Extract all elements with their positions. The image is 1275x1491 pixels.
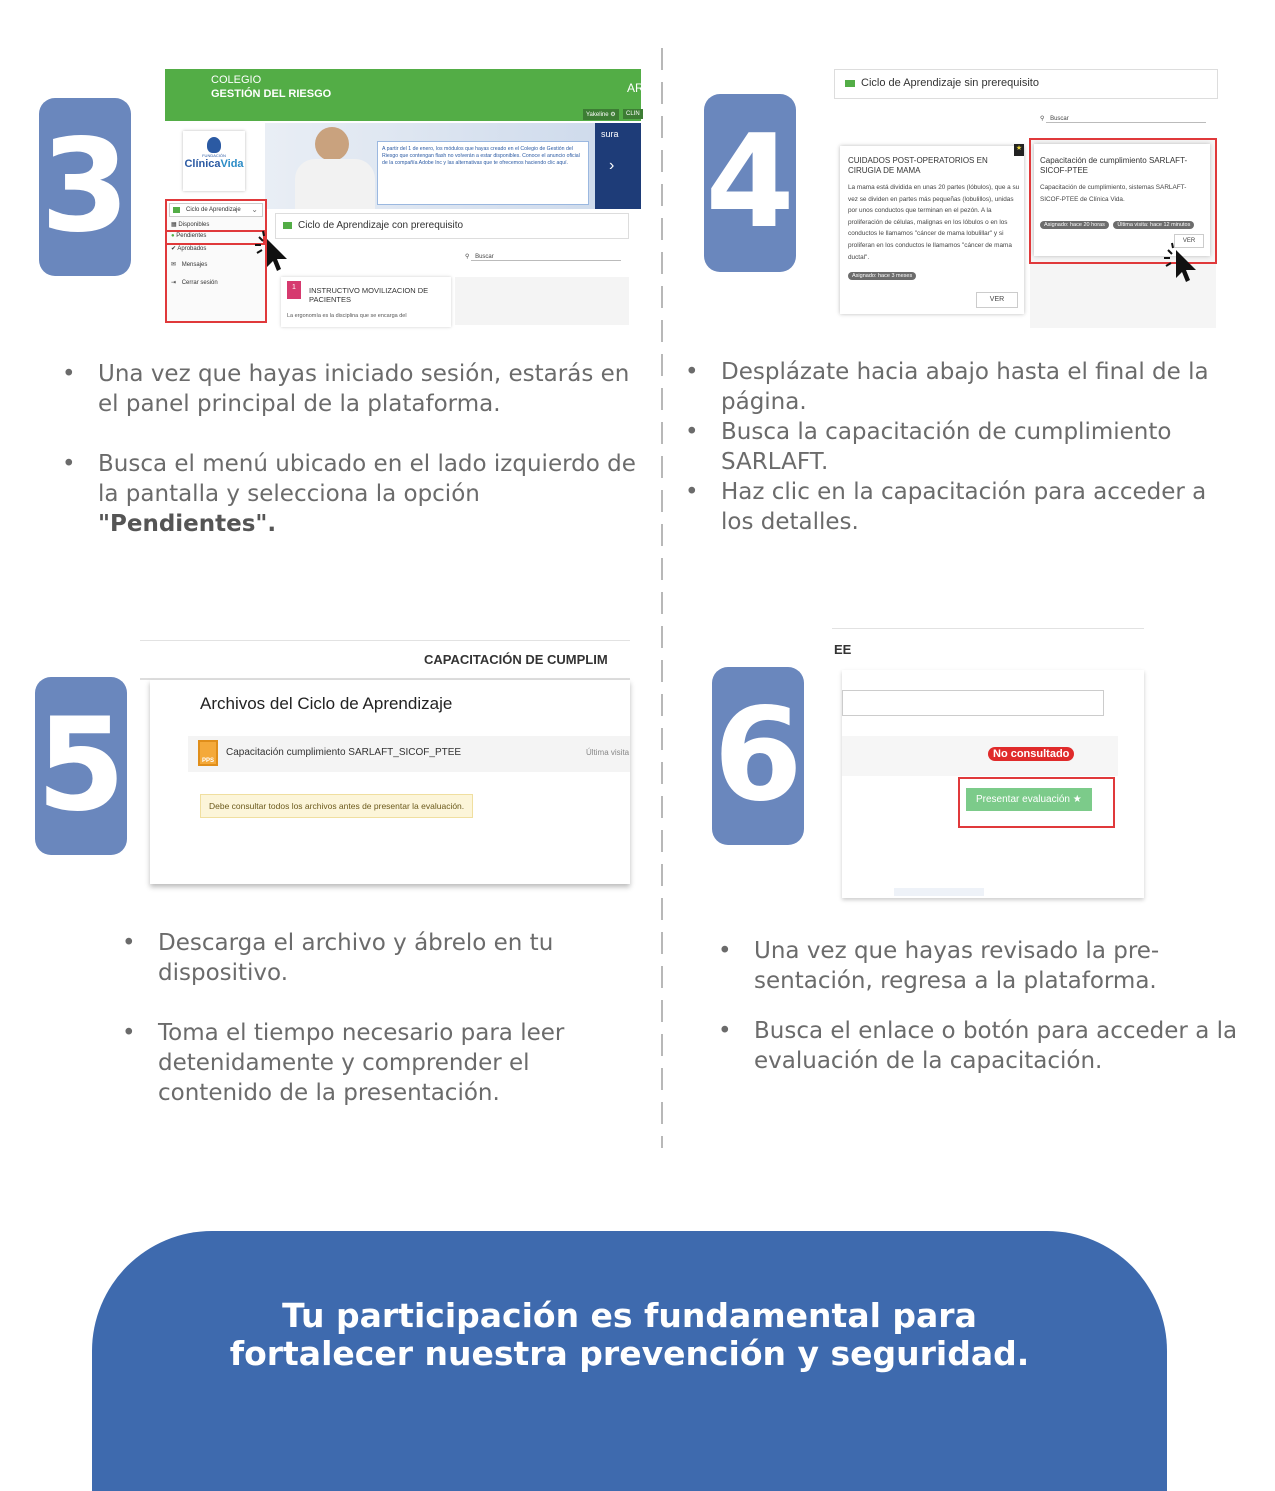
step-5-bullets xyxy=(122,928,642,1108)
banner-message xyxy=(92,1297,1167,1373)
ver-button[interactable]: VER xyxy=(976,292,1018,308)
section-header xyxy=(834,69,1218,99)
card-index-badge: 1 xyxy=(287,281,301,299)
bullet-item: • Desplázate hacia abajo hasta el final de la página. xyxy=(685,357,1245,417)
chevron-right-icon: › xyxy=(609,157,615,174)
status-badge: No consultado xyxy=(988,747,1074,761)
star-icon: ★ xyxy=(1014,144,1024,156)
platform-header xyxy=(165,69,644,107)
pendientes-highlight xyxy=(165,230,265,245)
search-icon: ⚲ xyxy=(465,254,470,260)
user-menu-2[interactable]: CLIN xyxy=(623,109,643,119)
header-corner-text: AR xyxy=(627,81,644,95)
list-icon xyxy=(283,222,292,229)
pointer-cursor-icon xyxy=(253,229,293,273)
bullet-item: • Haz clic en la capacitación para acceder a los detalles. xyxy=(685,477,1245,537)
card-title: CUIDADOS POST-OPERATORIOS EN CIRUGIA DE MAMA xyxy=(848,156,988,175)
step-5-screenshot xyxy=(140,640,630,888)
files-title: Archivos del Ciclo de Aprendizaje xyxy=(200,694,453,713)
logo-icon xyxy=(207,137,221,153)
search-icon: ⚲ xyxy=(1040,116,1045,122)
card-title: Capacitación de cumplimiento SARLAFT-SICOF-PTEE xyxy=(1040,156,1188,175)
list-icon xyxy=(845,80,855,87)
pending-icon: ● xyxy=(171,233,175,239)
announcement-banner[interactable] xyxy=(265,123,595,209)
card-text: La ergonomía es la disciplina que se encarga del xyxy=(287,313,407,319)
chevron-down-icon: ⌄ xyxy=(251,205,258,214)
step-4-bullets xyxy=(685,357,1245,537)
step-3-screenshot xyxy=(165,69,644,325)
woman-photo xyxy=(315,127,349,161)
bullet-item: • Busca la capacitación de cumplimiento SARLAFT. xyxy=(685,417,1245,477)
button-highlight xyxy=(958,777,1115,828)
step-3-number: 3 xyxy=(39,98,131,276)
sidebar-item-mensajes[interactable]: ✉ Mensajes xyxy=(171,262,208,268)
bullet-item: • Descarga el archivo y ábrelo en tu dispositivo. xyxy=(122,928,642,988)
banner-line-2: fortalecer nuestra prevención y seguridad. xyxy=(229,1334,1030,1373)
course-card[interactable] xyxy=(281,277,451,327)
presentar-evaluacion-button[interactable]: Presentar evaluación ★ xyxy=(966,788,1092,811)
sidebar-item-ciclo[interactable]: Ciclo de Aprendizaje ⌄ xyxy=(169,203,263,217)
sidebar-item-disponibles[interactable]: ▦ Disponibles xyxy=(171,222,210,228)
bullet-item: • Una vez que hayas revisado la pre-sentación, regresa a la plataforma. xyxy=(718,936,1238,996)
step-5-number: 5 xyxy=(35,677,127,855)
sidebar-item-logout[interactable]: ⇥ Cerrar sesión xyxy=(171,280,218,286)
file-name[interactable]: Capacitación cumplimiento SARLAFT_SICOF_PTEE xyxy=(226,747,462,758)
page-header: EE xyxy=(834,642,852,657)
last-visit-pill: Última visita: hace 12 minutos xyxy=(1113,221,1194,229)
section-title: Ciclo de Aprendizaje sin prerequisito xyxy=(861,77,1039,89)
warning-message: Debe consultar todos los archivos antes de presentar la evaluación. xyxy=(200,794,473,818)
pointer-cursor-icon xyxy=(1164,242,1204,286)
step-4-number: 4 xyxy=(704,94,796,272)
bullet-item: • Toma el tiempo necesario para leer detenidamente y comprender el contenido de la presentación. xyxy=(122,1018,642,1108)
org-line-1: COLEGIO xyxy=(211,74,262,86)
card-text: La mama está dividida en unas 20 partes (lóbulos), que a su vez se dividen en partes más pequeñas (lobulillos), unidas por unos conductos que terminan en el pezón. A la proliferación de células, malignas en los lóbulos o en los conductos le llamamos "cáncer de mama lobulillar" y si proliferan en los conductos le llamamos "cáncer de mama ductal". xyxy=(848,184,1020,261)
card-text: Capacitación de cumplimiento, sistemas SARLAFT-SICOF-PTEE de Clínica Vida. xyxy=(1040,184,1187,203)
bullet-item: • Busca el menú ubicado en el lado izquierdo de la pantalla y selecciona la opción "Pendientes". xyxy=(62,449,652,539)
ver-button[interactable]: VER xyxy=(1174,234,1204,248)
sidebar-highlight xyxy=(165,199,267,323)
files-panel xyxy=(150,680,630,884)
user-menu[interactable]: Yakeline ⚙ xyxy=(583,109,619,120)
center-divider xyxy=(661,48,663,1148)
text-input[interactable] xyxy=(842,690,1104,716)
section-title: Ciclo de Aprendizaje con prerequisito xyxy=(298,220,464,231)
footer-banner xyxy=(92,1231,1167,1491)
step-3-bullets xyxy=(62,359,652,539)
pps-file-icon: PPS xyxy=(198,740,218,766)
sidebar-item-aprobados[interactable]: ✔ Aprobados xyxy=(171,246,207,252)
card-title: INSTRUCTIVO MOVILIZACION DE PACIENTES xyxy=(309,286,429,304)
sura-panel[interactable] xyxy=(595,123,641,209)
step-6-bullets xyxy=(718,936,1238,1076)
clinica-vida-logo: FUNDACIÓN ClínicaVida xyxy=(183,131,245,191)
file-last-visit: Última visita xyxy=(586,748,630,757)
org-line-2: GESTIÓN DEL RIESGO xyxy=(211,88,332,100)
step-4-screenshot xyxy=(824,66,1220,332)
banner-line-1: Tu participación es fundamental para xyxy=(282,1296,977,1335)
sidebar-item-pendientes[interactable]: ● Pendientes xyxy=(171,233,207,239)
page-header: CAPACITACIÓN DE CUMPLIM xyxy=(424,652,608,667)
section-header xyxy=(275,213,629,239)
step-6-screenshot xyxy=(832,628,1144,904)
assigned-pill: Asignado: hace 3 meses xyxy=(848,272,916,280)
course-card-mama[interactable] xyxy=(840,146,1024,314)
bullet-item: • Busca el enlace o botón para acceder a la evaluación de la capacitación. xyxy=(718,1016,1238,1076)
search-field[interactable]: ⚲ Buscar xyxy=(1040,115,1206,123)
file-row[interactable] xyxy=(188,736,630,772)
step-6-number: 6 xyxy=(712,667,804,845)
bullet-item: • Una vez que hayas iniciado sesión, estarás en el panel principal de la plataforma. xyxy=(62,359,652,419)
assigned-pill: Asignado: hace 20 horas xyxy=(1040,221,1109,229)
search-field[interactable]: ⚲ Buscar xyxy=(465,253,621,261)
sura-text: sura xyxy=(601,129,619,139)
banner-text: A partir del 1 de enero, los módulos que hayas creado en el Colegio de Gestión del Riesgo que contengan flash no volverán a estar disponibles. Conoce el anuncio oficial de la compañía Adobe Inc y las alternativas que te ofrecemos haciendo clic aquí. xyxy=(377,141,589,205)
